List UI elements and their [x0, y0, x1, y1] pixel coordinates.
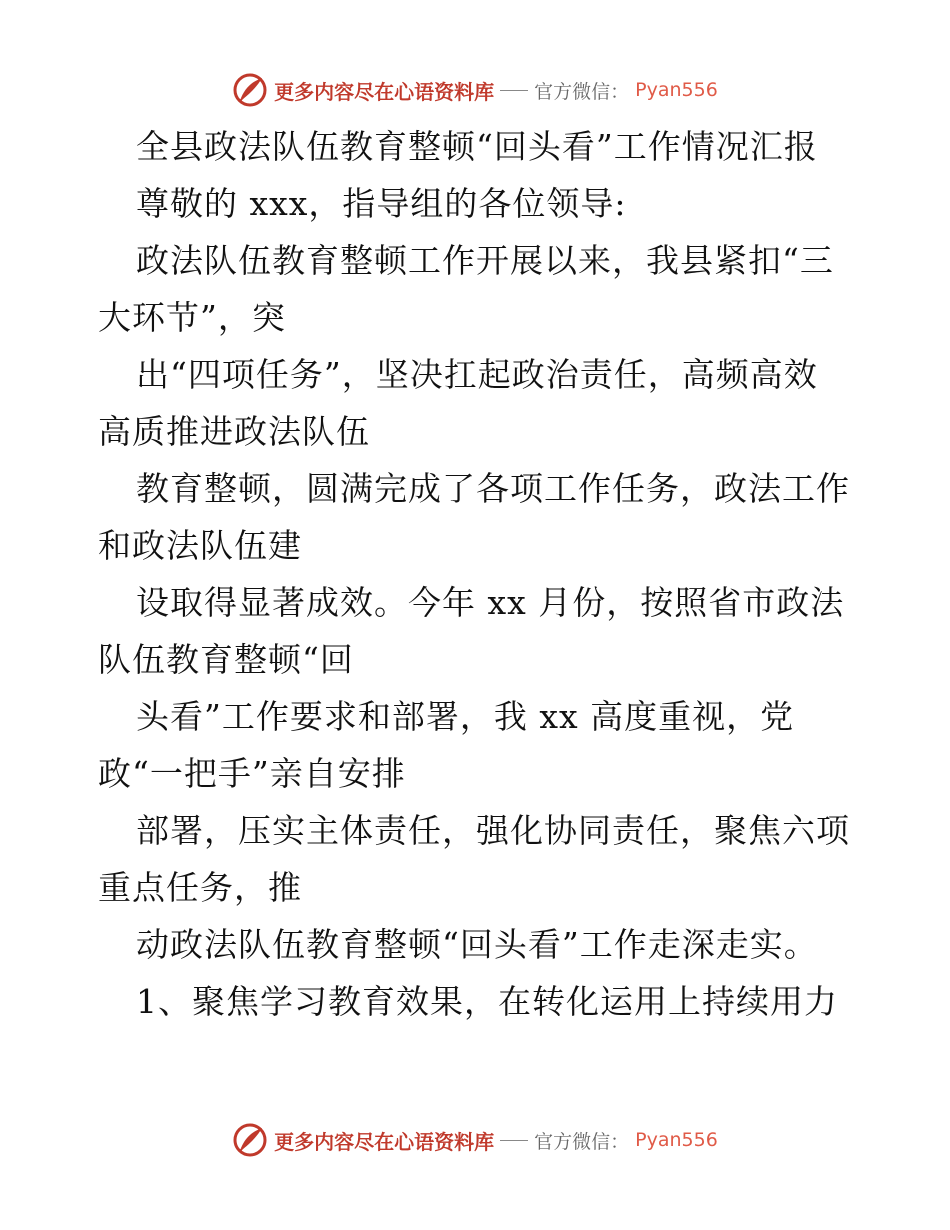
quill-logo-icon — [232, 1122, 268, 1158]
header-wechat-id: Pyan556 — [635, 79, 718, 101]
footer-watermark-banner — [0, 1120, 950, 1160]
paragraph-line: 政“一把手”亲自安排 — [98, 754, 406, 793]
document-body — [98, 118, 858, 1030]
footer-dash-divider — [500, 1140, 528, 1141]
paragraph-line: 队伍教育整顿“回 — [98, 640, 354, 679]
header-brand-text: 更多内容尽在心语资料库 — [274, 79, 495, 104]
header-official-label: 官方微信： — [534, 80, 630, 103]
document-title: 全县政法队伍教育整顿“回头看”工作情况汇报 — [136, 127, 818, 166]
paragraph-line: 教育整顿，圆满完成了各项工作任务，政法工作 — [136, 469, 850, 508]
quill-logo-icon — [232, 72, 268, 108]
footer-brand-text: 更多内容尽在心语资料库 — [274, 1129, 495, 1154]
paragraph-line: 高质推进政法队伍 — [98, 412, 370, 451]
document-salutation: 尊敬的 xxx，指导组的各位领导: — [136, 184, 627, 223]
paragraph-line: 出“四项任务”，坚决扛起政治责任，高频高效 — [136, 355, 818, 394]
paragraph-line: 动政法队伍教育整顿“回头看”工作走深走实。 — [136, 925, 818, 964]
paragraph-line: 设取得显著成效。今年 xx 月份，按照省市政法 — [136, 583, 845, 622]
header-dash-divider — [500, 90, 528, 91]
paragraph-line: 部署，压实主体责任，强化协同责任，聚焦六项 — [136, 811, 850, 850]
header-watermark-banner — [0, 70, 950, 110]
paragraph-line: 政法队伍教育整顿工作开展以来，我县紧扣“三 — [136, 241, 834, 280]
footer-wechat-id: Pyan556 — [635, 1129, 718, 1151]
paragraph-line: 和政法队伍建 — [98, 526, 302, 565]
paragraph-line: 重点任务，推 — [98, 868, 302, 907]
paragraph-line: 大环节”，突 — [98, 298, 286, 337]
footer-official-label: 官方微信： — [534, 1130, 630, 1153]
paragraph-line: 头看”工作要求和部署，我 xx 高度重视，党 — [136, 697, 795, 736]
section-heading: 1、聚焦学习教育效果，在转化运用上持续用力 — [136, 982, 838, 1021]
